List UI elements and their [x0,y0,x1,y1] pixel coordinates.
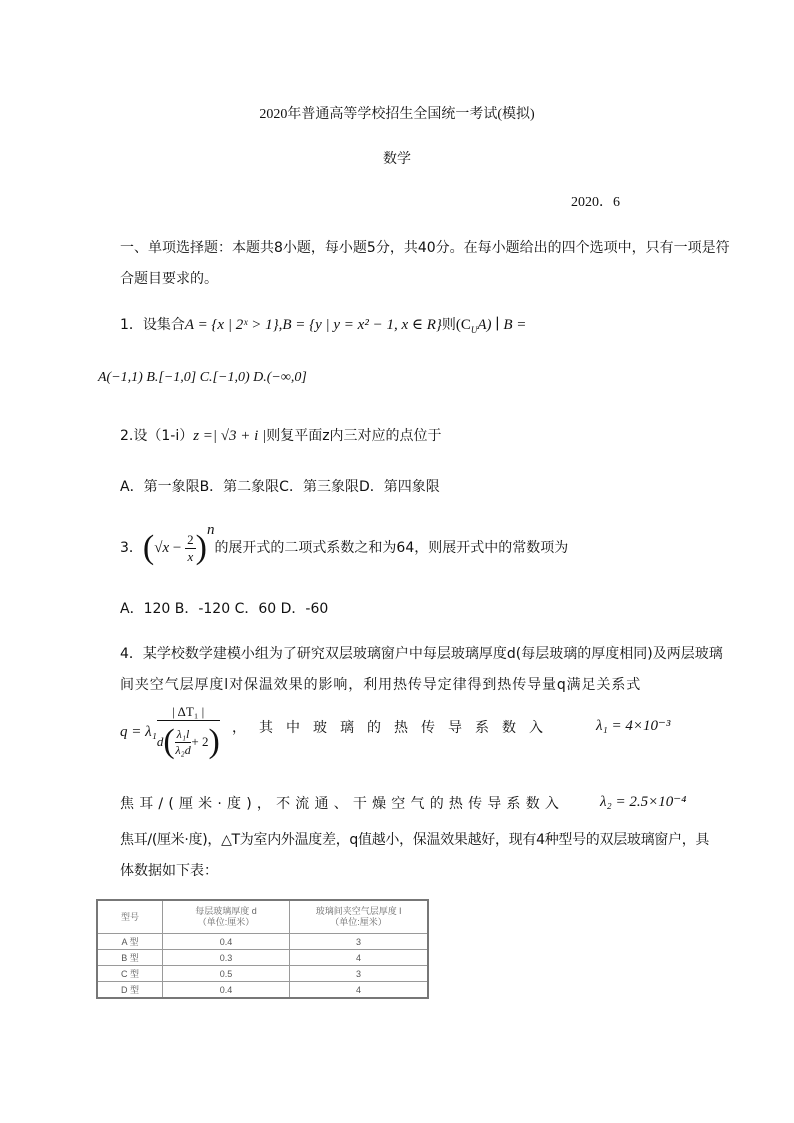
q4-inner-num: λ₁l [176,726,190,741]
table-cell-thickness: 0.4 [163,982,290,999]
q1-set-b: B = {y | y = x² − 1, x ∈ R} [282,317,442,333]
table-cell-air-gap: 4 [290,982,429,999]
q4-den-right-paren: ) [208,723,220,760]
q3-number: 3． [120,540,143,556]
table-header-air-gap-unit: （单位:厘米） [330,917,387,927]
table-header-thickness [163,900,290,934]
q4-den-left-paren: ( [163,723,175,760]
q3-right-paren: ) [195,529,207,566]
q3-frac-num: 2 [187,531,194,547]
q1-number: 1．设集合 [120,317,185,333]
question-3 [120,522,568,564]
question-2 [120,425,442,445]
q4-line5: 焦耳/(厘米·度)，△T为室内外温度差，q值越小，保温效果越好，现有4种型号的双层玻璃窗户，具 [120,832,710,848]
table-cell-model: C 型 [97,966,163,982]
table-cell-model: A 型 [97,934,163,950]
q4-line4-math: λ₂ = 2.5×10⁻⁴ [600,794,687,810]
q2-lead: 2.设（1-i） [120,428,194,444]
table-cell-model: D 型 [97,982,163,999]
section-intro-line1: 一、单项选择题：本题共8小题，每小题5分，共40分。在每小题给出的四个选项中，只有一项是符 [120,240,730,256]
q3-exponent: n [206,522,215,538]
question-1 [120,314,526,335]
table-header-air-gap [290,900,429,934]
q4-formula-lhs: q = λ₁ [120,724,157,740]
q4-inner-fraction [175,727,192,758]
q1-expr-end: A) ∣ B = [477,317,527,333]
q2-options: A．第一象限B．第二象限C．第三象限D．第四象限 [120,479,440,495]
q4-formula-num: | ΔT₁ | [157,704,220,721]
q3-frac-den: x [187,548,194,564]
q4-formula-plus: + 2 [191,734,209,749]
exam-title: 2020年普通高等学校招生全国统一考试(模拟) [259,107,535,122]
q4-formula-fraction [157,704,220,761]
q3-rest: 的展开式的二项式系数之和为64，则展开式中的常数项为 [214,540,569,556]
table-cell-thickness: 0.4 [163,934,290,950]
q4-line1: 4．某学校数学建模小组为了研究双层玻璃窗户中每层玻璃厚度d(每层玻璃的厚度相同)及两层玻璃 [120,646,723,662]
q1-sub: U [470,324,478,335]
q1-expr: (C [455,317,471,333]
q1-set-a: A = {x | 2ˣ > 1} [184,317,279,333]
table-cell-air-gap: 3 [290,966,429,982]
q2-expr: z =| √3 + i | [193,428,267,444]
q3-options: A．120 B．-120 C．60 D．-60 [120,601,329,617]
q4-inner-den: λ₂d [175,742,191,757]
table-cell-thickness: 0.5 [163,966,290,982]
table-row [97,966,428,982]
section-intro-line2: 合题目要求的。 [120,271,218,287]
q4-line6: 体数据如下表： [120,863,218,879]
q4-line2: 间夹空气层厚度l对保温效果的影响，利用热传导定律得到热传导量q满足关系式 [120,677,642,693]
table-row [97,982,428,999]
q4-line3-text: ，其中玻璃的热传导系数入 [232,720,556,736]
q3-minus: − [169,540,186,556]
table-header-thickness-unit: （单位:厘米） [197,917,255,927]
table-row [97,934,428,950]
table-cell-model: B 型 [97,950,163,966]
table-cell-air-gap: 4 [290,950,429,966]
table-header-row [97,900,428,934]
subject-title: 数学 [383,152,411,167]
table-cell-thickness: 0.3 [163,950,290,966]
q1-then: 则 [441,317,456,333]
exam-date: 2020．6 [571,195,620,210]
glass-spec-table [96,899,429,999]
q4-formula-den [157,721,220,761]
table-row [97,950,428,966]
table-header-model: 型号 [97,900,163,934]
q2-rest: 则复平面z内三对应的点位于 [266,428,442,444]
q1-sep: , [278,317,283,333]
q4-line3-math: λ₁ = 4×10⁻³ [596,718,671,734]
q3-sqrt: √x [154,540,170,556]
table-header-thickness-label: 每层玻璃厚度 d [195,906,257,916]
table-header-air-gap-label: 玻璃间夹空气层厚度 l [315,906,402,916]
q4-formula [120,704,220,764]
q3-left-paren: ( [142,529,155,566]
q3-fraction [185,532,196,565]
q4-line4-text: 焦耳/(厘米·度)，不流通、干燥空气的热传导系数入 [120,796,565,812]
q4-formula-den-d: d [156,734,164,749]
table-cell-air-gap: 3 [290,934,429,950]
q1-options: A(−1,1) B.[−1,0] C.[−1,0) D.(−∞,0] [98,370,307,385]
